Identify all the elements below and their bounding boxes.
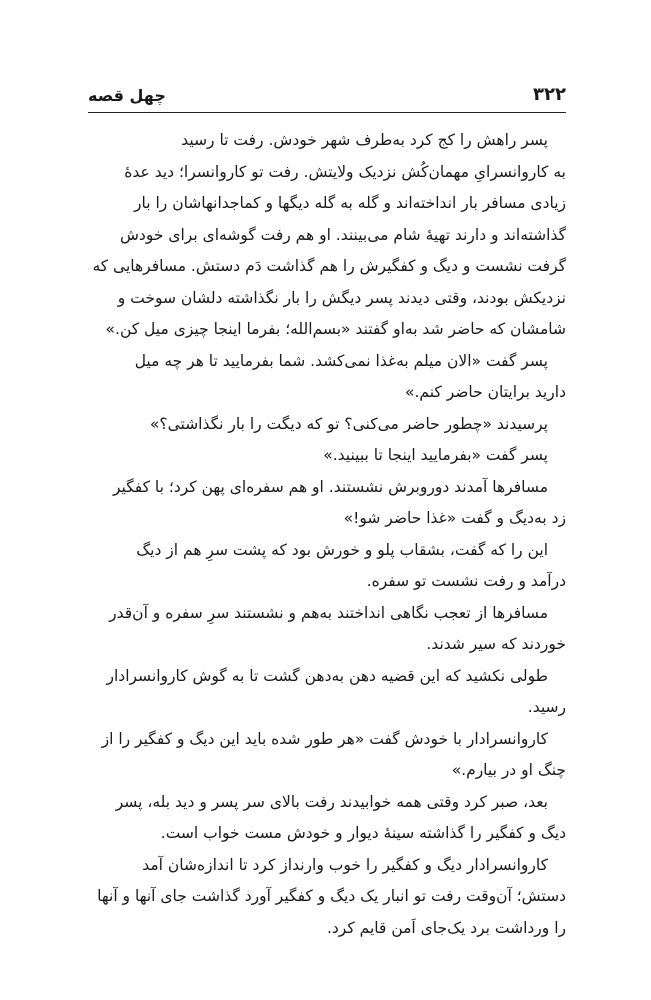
text-line: کاروانسرادار با خودش گفت «هر طور شده باید این دیگ و کفگیر را از — [101, 729, 548, 748]
text-line: دستش؛ آن‌وقت رفت تو انبار یک دیگ و کفگیر آورد گذاشت جای آنها و آنها — [97, 887, 566, 905]
text-line: بعد، صبر کرد وقتی همه خوابیدند رفت بالای سر پسر و دید بله، پسر — [115, 792, 548, 811]
text-line: پرسیدند «چطور حاضر می‌کنی؟ تو که دیگت را بار نگذاشتی؟» — [149, 414, 548, 433]
text-line: گرفت نشست و دیگ و کفگیرش را هم گذاشت دَم دستش. مسافرهایی که — [92, 257, 566, 275]
text-line: خوردند که سیر شدند. — [426, 635, 566, 653]
page-header — [88, 82, 566, 113]
text-line: زد به‌دیگ و گفت «غذا حاضر شو!» — [343, 509, 566, 527]
text-line: شامشان که حاضر شد به‌او گفتند «بسم‌الله؛ بفرما اینجا چیزی میل کن.» — [105, 320, 566, 338]
text-line: به کاروانسرایِ مهمان‌کُش نزدیک ولایتش. رفت تو کاروانسرا؛ دید عدهٔ — [124, 162, 566, 181]
text-line: نزدیکش بودند، وقتی دیدند پسر دیگش را بار نگذاشته دلشان سوخت و — [117, 288, 566, 307]
text-line: زیادی مسافر بار انداخته‌اند و گله به گله دیگها و کماجدانهاشان را بار — [134, 194, 566, 212]
text-line: طولی نکشید که این قضیه دهن به‌دهن گشت تا به گوش کاروانسرادار — [106, 666, 548, 685]
page-number: ۳۲۲ — [533, 84, 566, 105]
text-line: کاروانسرادار دیگ و کفگیر را خوب وارنداز کرد تا اندازه‌شان آمد — [142, 855, 548, 874]
text-line: مسافرها از تعجب نگاهی انداختند به‌هم و نشستند سرِ سفره و آن‌قدر — [109, 603, 548, 622]
text-line: این را که گفت، بشقاب پلو و خورش بود که پشت سرِ هم از دیگ — [136, 540, 548, 559]
text-line: دیگ و کفگیر را گذاشته سینهٔ دیوار و خودش مست خواب است. — [160, 824, 566, 842]
text-line: درآمد و رفت نشست تو سفره. — [366, 572, 566, 590]
story-text — [88, 125, 566, 944]
text-line: را ورداشت برد یک‌جای اَمن قایم کرد. — [326, 918, 566, 937]
book-title: چهل قصه — [88, 86, 166, 105]
text-line: پسر گفت «بفرمایید اینجا تا ببینید.» — [323, 446, 548, 464]
text-line: رسید. — [527, 698, 566, 716]
text-line: چنگ او در بیارم.» — [451, 761, 566, 779]
text-line: مسافرها آمدند دوروبرش نشستند. او هم سفره‌ای پهن کرد؛ با کفگیر — [113, 477, 548, 496]
text-line: گذاشته‌اند و دارند تهیهٔ شام می‌بینند. او هم رفت گوشه‌ای برای خودش — [120, 225, 566, 244]
text-line: دارید برایتان حاضر کنم.» — [405, 383, 566, 401]
text-line: پسر راهش را کج کرد به‌طرف شهر خودش. رفت تا رسید — [181, 131, 548, 149]
text-line: پسر گفت «الان میلم به‌غذا نمی‌کشد. شما بفرمایید تا هر چه میل — [134, 351, 548, 370]
